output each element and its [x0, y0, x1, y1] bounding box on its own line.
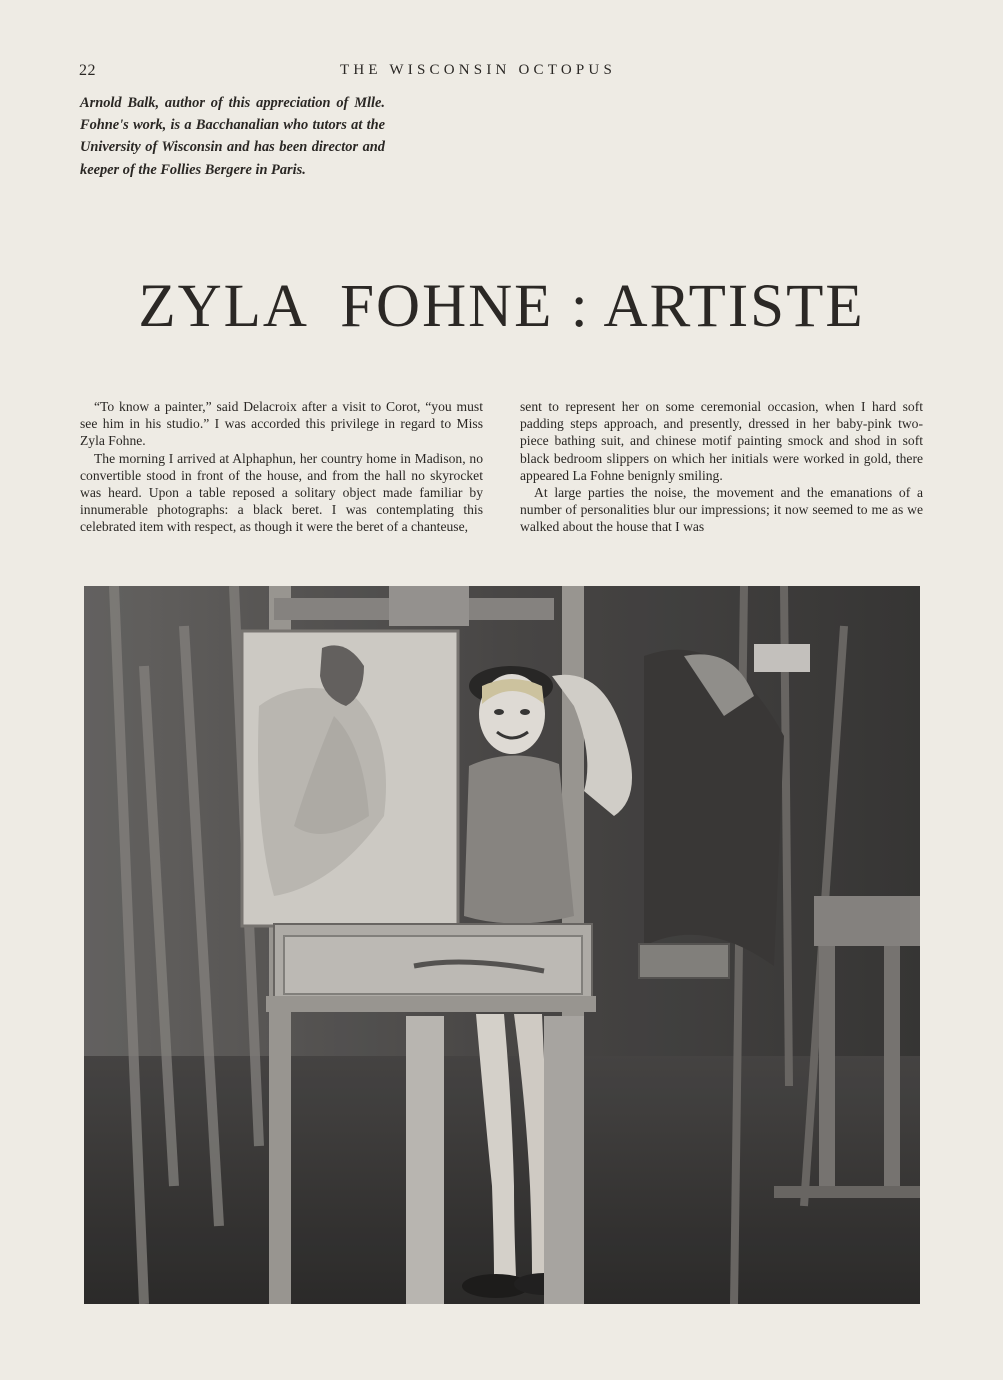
article-column-right [520, 398, 923, 536]
author-note: Arnold Balk, author of this appreciation of Mlle. Fohne's work, is a Bacchanalian who tutors at the University of Wisconsin and has been director and keeper of the Follies Bergere in Paris. [80, 95, 385, 178]
running-head: THE WISCONSIN OCTOPUS [340, 62, 617, 78]
paragraph: “To know a painter,” said Delacroix after a visit to Corot, “you must see him in his studio.” I was accorded this privilege in regard to Miss Zyla Fohne. [80, 399, 483, 449]
paragraph: sent to represent her on some ceremonial occasion, when I hard soft padding steps approach, and presently, dressed in her baby-pink two-piece bathing suit, and chinese motif painting smock and shod in soft black bedroom slippers on which her initials were worked in gold, there appeared La Fohne benignly smiling. [520, 399, 923, 483]
studio-photograph [84, 586, 920, 1304]
page-number: 22 [79, 62, 96, 79]
paragraph: At large parties the noise, the movement and the emanations of a number of personalities blur our impressions; it now seemed to me as we walked about the house that I was [520, 485, 923, 535]
article-column-left [80, 398, 483, 536]
article-title: ZYLA FOHNE : ARTISTE [138, 273, 865, 340]
paragraph: The morning I arrived at Alphaphun, her country home in Madison, no convertible stood in front of the house, and from the hall no skyrocket was heard. Upon a table reposed a solitary object made familiar by innumerable photographs: a black beret. I was contemplating this celebrated item with respect, as though it were the beret of a chanteuse, [80, 450, 483, 535]
photo-illustration [84, 586, 920, 1304]
